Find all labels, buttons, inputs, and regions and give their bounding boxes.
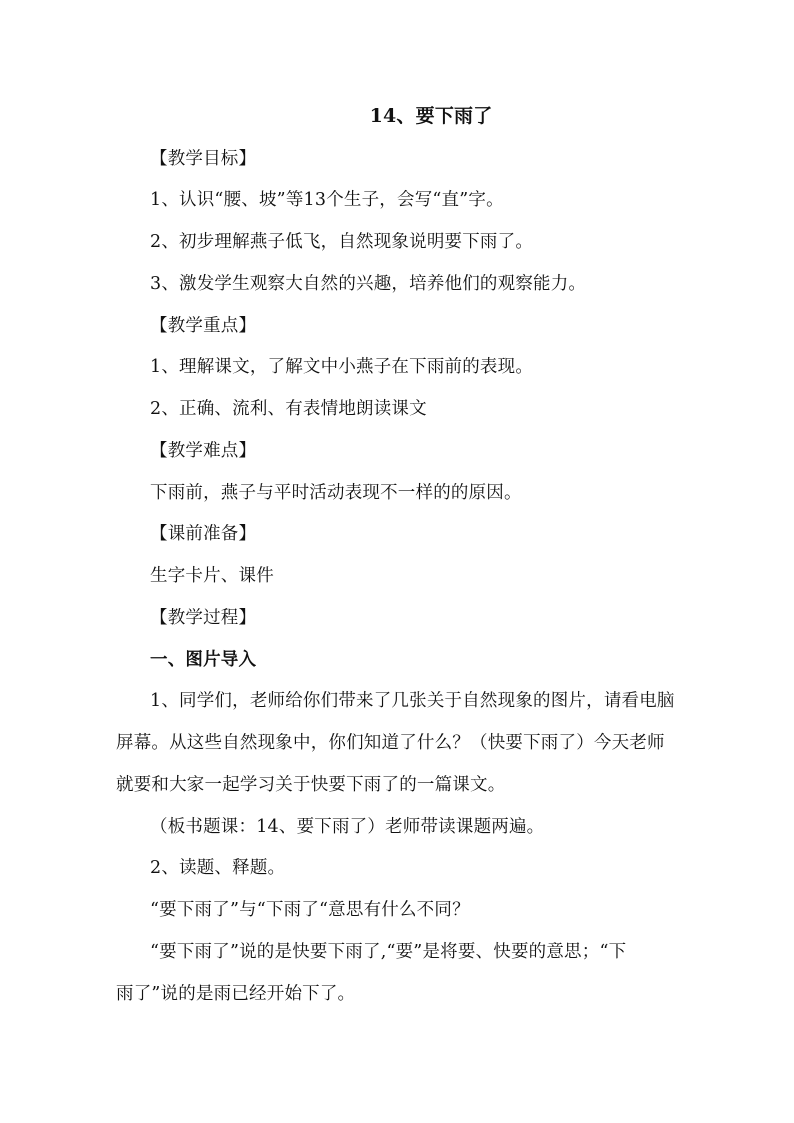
difficulty-heading: 【教学难点】: [150, 441, 257, 461]
process-heading: 【教学过程】: [150, 608, 257, 628]
objective-item: 2、初步理解燕子低飞，自然现象说明要下雨了。: [150, 232, 534, 252]
objective-item: 1、认识“腰、坡”等13个生子，会写“直”字。: [150, 190, 504, 210]
paragraph-line: “要下雨了”说的是快要下雨了,“要”是将要、快要的意思；“下: [150, 942, 627, 962]
preparation-heading: 【课前准备】: [150, 524, 257, 544]
paragraph-line: 就要和大家一起学习关于快要下雨了的一篇课文。: [116, 775, 506, 795]
paragraph-line: “要下雨了”与“下雨了“意思有什么不同？: [150, 900, 470, 920]
paragraph-line: 2、读题、释题。: [150, 858, 286, 878]
objective-item: 3、激发学生观察大自然的兴趣，培养他们的观察能力。: [150, 274, 587, 294]
preparation-text: 生字卡片、课件: [150, 566, 274, 586]
objectives-heading: 【教学目标】: [150, 149, 257, 169]
step1-heading: 一、图片导入: [150, 650, 257, 670]
keypoint-item: 2、正确、流利、有表情地朗读课文: [150, 399, 427, 419]
paragraph-line: 1、同学们，老师给你们带来了几张关于自然现象的图片，请看电脑: [150, 691, 675, 711]
keypoints-heading: 【教学重点】: [150, 316, 257, 336]
paragraph-line: 雨了”说的是雨已经开始下了。: [116, 984, 356, 1004]
paragraph-line: （板书题课：14、要下雨了）老师带读课题两遍。: [150, 817, 545, 837]
keypoint-item: 1、理解课文，了解文中小燕子在下雨前的表现。: [150, 357, 534, 377]
document-title: 14、要下雨了: [369, 105, 493, 127]
paragraph-line: 屏幕。从这些自然现象中，你们知道了什么？（快要下雨了）今天老师: [116, 733, 665, 753]
difficulty-text: 下雨前，燕子与平时活动表现不一样的的原因。: [150, 483, 522, 503]
